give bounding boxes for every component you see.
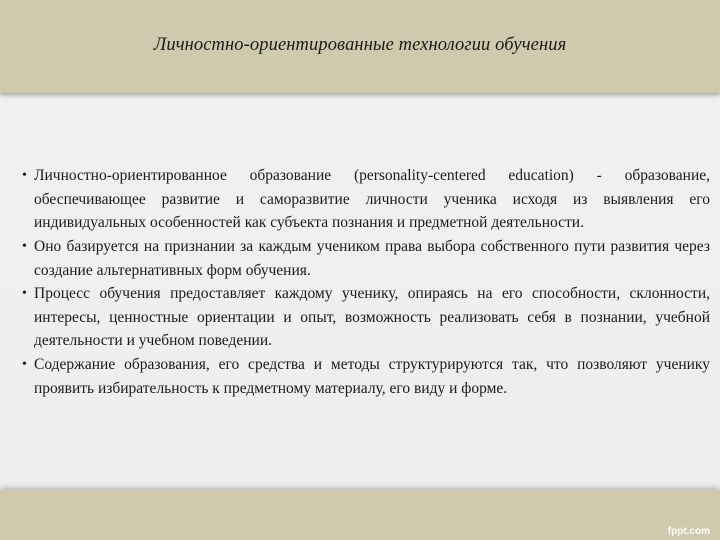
bullet-marker: •	[22, 357, 27, 372]
bullet-item	[22, 235, 710, 282]
bullet-text: Личностно-ориентированное образование (personality-centered education) - образование, обеспечивающее развитие и саморазвитие личности ученика исходя из выявления его индивидуальных особенностей как субъекта познания и предметной деятельности.	[34, 167, 710, 231]
watermark: fppt.com	[667, 526, 710, 537]
bullet-item	[22, 353, 710, 400]
bullet-item	[22, 282, 710, 353]
bullet-item	[22, 164, 710, 235]
bullet-marker: •	[22, 168, 27, 183]
footer-band	[0, 490, 720, 540]
bullet-text: Содержание образования, его средства и методы структурируются так, что позволяют ученику проявить избирательность к предметному материалу, его виду и форме.	[34, 356, 710, 397]
slide-title: Личностно-ориентированные технологии обучения	[153, 35, 567, 55]
bullet-text: Процесс обучения предоставляет каждому ученику, опираясь на его способности, склонности, интересы, ценностные ориентации и опыт, возможность реализовать себя в познании, учебной деятельности и учебном поведении.	[34, 285, 710, 349]
bullet-text: Оно базируется на признании за каждым учеником права выбора собственного пути развития через создание альтернативных форм обучения.	[34, 238, 710, 279]
bullet-marker: •	[22, 239, 27, 254]
bullet-marker: •	[22, 286, 27, 301]
